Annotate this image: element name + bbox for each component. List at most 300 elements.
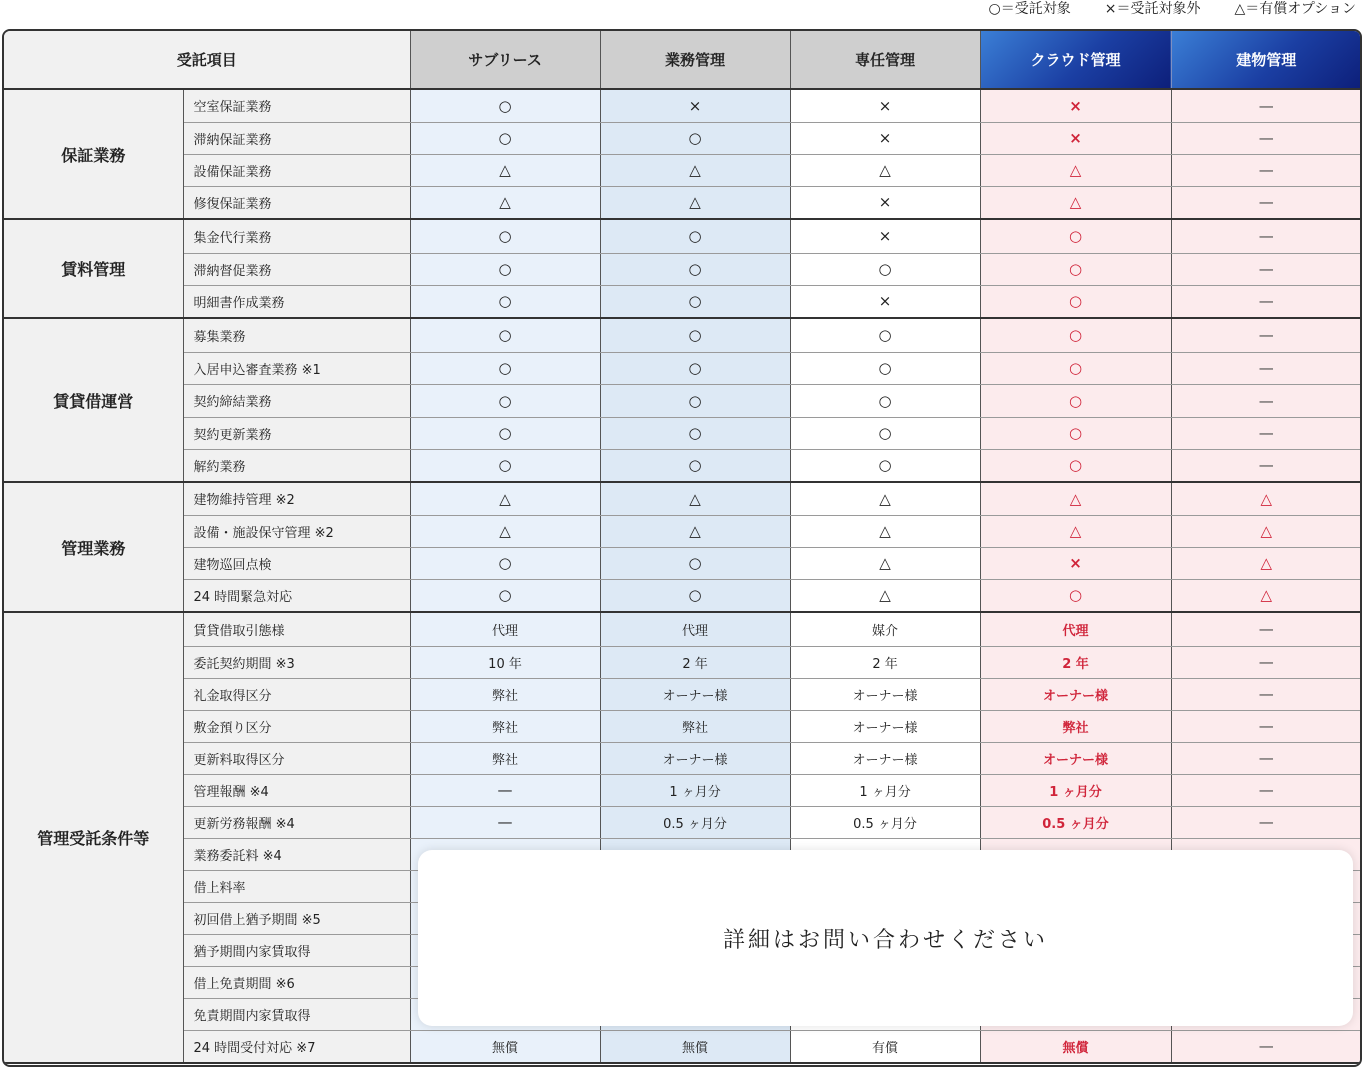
value-cell	[600, 482, 790, 515]
item-cell: 24 時間緊急対応	[183, 579, 410, 612]
value-text: —	[1258, 292, 1274, 311]
header-exclusive-management: 専任管理	[790, 31, 980, 89]
value-cell	[1171, 612, 1361, 646]
value-cell	[600, 1030, 790, 1063]
value-text: ×	[878, 193, 892, 212]
value-text: △	[1260, 554, 1273, 572]
value-cell	[980, 122, 1171, 154]
value-text: —	[1258, 359, 1274, 377]
value-text: ○	[688, 129, 702, 147]
value-text: ○	[1068, 359, 1083, 377]
value-cell	[1171, 417, 1361, 449]
value-cell	[980, 547, 1171, 579]
value-cell	[600, 417, 790, 449]
value-cell	[600, 547, 790, 579]
value-cell	[980, 186, 1171, 219]
item-cell: 賃貸借取引態様	[183, 612, 410, 646]
value-text: ○	[1068, 260, 1083, 278]
value-cell	[600, 646, 790, 678]
value-text: ○	[498, 359, 512, 377]
value-cell	[980, 646, 1171, 678]
header-business-management: 業務管理	[600, 31, 790, 89]
value-cell	[600, 384, 790, 417]
value-cell	[410, 449, 600, 482]
value-cell	[1171, 186, 1361, 219]
item-cell: 更新労務報酬 ※4	[183, 806, 410, 838]
value-text: —	[1258, 620, 1274, 639]
value-text: 弊社	[492, 688, 519, 704]
table-row	[4, 352, 1361, 384]
value-cell	[790, 417, 980, 449]
value-cell	[600, 449, 790, 482]
header-item: 受託項目	[4, 31, 410, 89]
value-cell	[600, 122, 790, 154]
value-cell	[600, 186, 790, 219]
table-row	[4, 710, 1361, 742]
value-text: オーナー様	[852, 752, 918, 768]
value-cell	[410, 122, 600, 154]
value-cell	[600, 710, 790, 742]
value-text: 弊社	[492, 752, 519, 768]
value-text: ○	[688, 456, 702, 475]
item-cell: 借上免責期間 ※6	[183, 966, 410, 998]
value-cell	[410, 806, 600, 838]
value-cell	[980, 678, 1171, 710]
value-text: ×	[1069, 129, 1082, 147]
value-text: —	[1258, 749, 1274, 767]
value-cell	[980, 612, 1171, 646]
header-cloud-management: クラウド管理	[980, 31, 1171, 89]
item-cell: 入居申込審査業務 ※1	[183, 352, 410, 384]
value-cell	[1171, 1030, 1361, 1063]
legend	[989, 0, 1356, 20]
value-text: 1 ヶ月分	[859, 784, 911, 800]
value-cell	[410, 515, 600, 547]
value-text: オーナー様	[662, 688, 728, 704]
value-cell	[1171, 384, 1361, 417]
category-cell: 管理受託条件等	[4, 612, 183, 1063]
value-text: —	[1258, 391, 1274, 410]
value-text: △	[499, 522, 511, 540]
value-cell	[790, 806, 980, 838]
value-text: △	[689, 193, 701, 212]
value-text: 1 ヶ月分	[1049, 784, 1102, 800]
item-cell: 業務委託料 ※4	[183, 838, 410, 870]
value-cell	[980, 318, 1171, 352]
value-text: ○	[688, 391, 702, 410]
value-cell	[980, 219, 1171, 253]
value-cell	[600, 579, 790, 612]
item-cell: 修復保証業務	[183, 186, 410, 219]
table-row	[4, 122, 1361, 154]
value-text: ○	[498, 554, 512, 572]
value-cell	[790, 318, 980, 352]
value-text: ○	[688, 227, 702, 246]
table-row	[4, 417, 1361, 449]
header-row	[4, 31, 1361, 89]
item-cell: 敷金預り区分	[183, 710, 410, 742]
value-cell	[410, 547, 600, 579]
value-cell	[600, 678, 790, 710]
item-cell: 集金代行業務	[183, 219, 410, 253]
item-cell: 契約更新業務	[183, 417, 410, 449]
value-text: 代理	[1062, 623, 1089, 639]
value-cell	[980, 482, 1171, 515]
value-text: ○	[498, 391, 512, 410]
value-text: ○	[688, 359, 702, 377]
value-cell	[1171, 482, 1361, 515]
value-text: —	[497, 813, 513, 831]
value-text: △	[1069, 522, 1082, 540]
value-cell	[1171, 253, 1361, 285]
value-cell	[790, 774, 980, 806]
value-text: ○	[878, 359, 892, 377]
value-text: 無償	[1062, 1040, 1089, 1056]
item-cell: 契約締結業務	[183, 384, 410, 417]
value-text: ○	[688, 424, 702, 442]
value-cell	[410, 646, 600, 678]
item-cell: 更新料取得区分	[183, 742, 410, 774]
value-cell	[790, 219, 980, 253]
value-cell	[1171, 89, 1361, 122]
table-row	[4, 646, 1361, 678]
value-cell	[600, 285, 790, 318]
table-row	[4, 515, 1361, 547]
value-text: 代理	[492, 623, 519, 639]
value-text: 媒介	[872, 623, 899, 639]
value-cell	[410, 710, 600, 742]
value-cell	[1171, 806, 1361, 838]
value-text: 代理	[682, 623, 709, 639]
value-cell	[1171, 219, 1361, 253]
table-row	[4, 547, 1361, 579]
value-cell	[980, 89, 1171, 122]
value-cell	[410, 678, 600, 710]
value-text: 有償	[872, 1040, 899, 1056]
value-cell	[790, 186, 980, 219]
value-text: ○	[498, 227, 512, 246]
value-text: △	[879, 522, 891, 540]
value-text: —	[1258, 227, 1274, 246]
value-cell	[790, 612, 980, 646]
table-row	[4, 449, 1361, 482]
table-row	[4, 806, 1361, 838]
value-cell	[980, 806, 1171, 838]
value-text: ○	[1068, 326, 1083, 345]
value-cell	[1171, 318, 1361, 352]
value-cell	[790, 482, 980, 515]
value-cell	[600, 219, 790, 253]
table-row	[4, 285, 1361, 318]
value-text: ○	[878, 424, 892, 442]
value-text: 2 年	[682, 656, 708, 672]
value-text: △	[879, 161, 891, 179]
value-cell	[1171, 774, 1361, 806]
value-cell	[790, 547, 980, 579]
value-cell	[410, 285, 600, 318]
value-text: △	[499, 193, 511, 212]
value-text: オーナー様	[1043, 752, 1109, 768]
item-cell: 明細書作成業務	[183, 285, 410, 318]
value-cell	[790, 352, 980, 384]
value-cell	[1171, 515, 1361, 547]
value-cell	[600, 806, 790, 838]
item-cell: 募集業務	[183, 318, 410, 352]
value-text: 1 ヶ月分	[669, 784, 721, 800]
table-row	[4, 482, 1361, 515]
table-row	[4, 154, 1361, 186]
value-text: —	[497, 781, 513, 799]
value-text: ×	[878, 227, 892, 246]
value-cell	[790, 253, 980, 285]
value-text: —	[1258, 813, 1274, 831]
value-text: ×	[688, 96, 702, 115]
value-cell	[600, 742, 790, 774]
contact-overlay-text: 詳細はお問い合わせください	[722, 927, 1048, 953]
value-text: △	[1069, 161, 1082, 179]
value-cell	[600, 89, 790, 122]
value-cell	[600, 774, 790, 806]
category-cell: 賃貸借運営	[4, 318, 183, 482]
value-text: ○	[498, 260, 512, 278]
value-cell	[1171, 449, 1361, 482]
value-cell	[410, 384, 600, 417]
value-cell	[790, 89, 980, 122]
value-text: 弊社	[492, 720, 519, 736]
value-text: △	[1260, 522, 1273, 540]
value-cell	[980, 253, 1171, 285]
value-text: —	[1258, 685, 1274, 703]
table-row	[4, 89, 1361, 122]
value-cell	[1171, 285, 1361, 318]
value-cell	[790, 122, 980, 154]
table-row	[4, 774, 1361, 806]
table-row	[4, 678, 1361, 710]
value-text: △	[879, 586, 891, 605]
table-row	[4, 1030, 1361, 1063]
value-text: 無償	[682, 1040, 709, 1056]
value-text: ○	[498, 326, 512, 345]
value-text: ○	[1068, 456, 1083, 475]
value-text: △	[499, 489, 511, 508]
value-text: 弊社	[682, 720, 709, 736]
value-cell	[980, 417, 1171, 449]
value-text: オーナー様	[1043, 688, 1109, 704]
value-cell	[790, 285, 980, 318]
value-text: ○	[688, 292, 702, 311]
value-text: —	[1258, 193, 1274, 212]
value-cell	[790, 154, 980, 186]
value-text: 0.5 ヶ月分	[853, 816, 917, 832]
value-text: ○	[688, 326, 702, 345]
value-cell	[1171, 710, 1361, 742]
value-text: ○	[1068, 227, 1083, 246]
value-text: △	[689, 489, 701, 508]
value-cell	[1171, 742, 1361, 774]
table-row	[4, 742, 1361, 774]
value-cell	[1171, 646, 1361, 678]
value-cell	[980, 579, 1171, 612]
value-cell	[600, 318, 790, 352]
item-cell: 滞納督促業務	[183, 253, 410, 285]
value-text: —	[1258, 1037, 1274, 1056]
value-cell	[410, 186, 600, 219]
value-text: —	[1258, 653, 1274, 671]
value-text: ○	[498, 292, 512, 311]
value-text: オーナー様	[852, 720, 918, 736]
value-text: ○	[498, 586, 512, 605]
item-cell: 借上料率	[183, 870, 410, 902]
value-text: ○	[498, 96, 512, 115]
value-cell	[600, 515, 790, 547]
item-cell: 解約業務	[183, 449, 410, 482]
table-row	[4, 612, 1361, 646]
value-text: —	[1258, 260, 1274, 278]
value-cell	[790, 646, 980, 678]
value-cell	[410, 352, 600, 384]
value-text: △	[1069, 193, 1082, 212]
value-text: ○	[1068, 292, 1083, 311]
value-cell	[790, 710, 980, 742]
value-cell	[600, 154, 790, 186]
category-cell: 賃料管理	[4, 219, 183, 318]
value-text: —	[1258, 424, 1274, 442]
value-text: △	[689, 522, 701, 540]
value-cell	[980, 774, 1171, 806]
value-cell	[410, 612, 600, 646]
value-text: △	[879, 489, 891, 508]
value-text: 2 年	[872, 656, 898, 672]
value-cell	[410, 774, 600, 806]
value-text: ○	[878, 456, 892, 475]
value-cell	[600, 612, 790, 646]
value-text: ○	[878, 260, 892, 278]
value-cell	[410, 1030, 600, 1063]
table-row	[4, 384, 1361, 417]
value-cell	[410, 579, 600, 612]
category-cell: 保証業務	[4, 89, 183, 219]
value-text: ○	[688, 260, 702, 278]
value-text: —	[1258, 96, 1274, 115]
value-cell	[410, 482, 600, 515]
value-text: 0.5 ヶ月分	[1042, 816, 1109, 832]
legend-excluded: ×＝受託対象外	[1104, 1, 1201, 17]
value-text: —	[1258, 326, 1274, 345]
value-cell	[980, 449, 1171, 482]
value-cell	[790, 579, 980, 612]
item-cell: 委託契約期間 ※3	[183, 646, 410, 678]
value-text: △	[499, 161, 511, 179]
value-text: ○	[1068, 586, 1083, 605]
value-cell	[1171, 579, 1361, 612]
value-cell	[410, 253, 600, 285]
value-text: ×	[1069, 96, 1082, 115]
value-cell	[790, 515, 980, 547]
item-cell: 設備保証業務	[183, 154, 410, 186]
value-text: —	[1258, 456, 1274, 475]
value-text: ○	[878, 391, 892, 410]
value-cell	[600, 253, 790, 285]
value-text: 0.5 ヶ月分	[663, 816, 727, 832]
value-text: ○	[498, 456, 512, 475]
table-row	[4, 186, 1361, 219]
value-text: ○	[498, 129, 512, 147]
value-cell	[790, 384, 980, 417]
value-cell	[1171, 678, 1361, 710]
table-row	[4, 318, 1361, 352]
value-text: △	[1069, 489, 1082, 508]
item-cell: 管理報酬 ※4	[183, 774, 410, 806]
value-cell	[1171, 547, 1361, 579]
value-cell	[410, 417, 600, 449]
value-text: —	[1258, 161, 1274, 179]
value-cell	[1171, 122, 1361, 154]
item-cell: 空室保証業務	[183, 89, 410, 122]
table-row	[4, 253, 1361, 285]
value-text: オーナー様	[662, 752, 728, 768]
value-cell	[600, 352, 790, 384]
value-cell	[790, 1030, 980, 1063]
item-cell: 猶予期間内家賃取得	[183, 934, 410, 966]
value-cell	[980, 154, 1171, 186]
item-cell: 設備・施設保守管理 ※2	[183, 515, 410, 547]
value-text: 10 年	[488, 656, 522, 672]
value-cell	[410, 219, 600, 253]
value-text: △	[1260, 586, 1273, 605]
value-text: △	[879, 554, 891, 572]
value-text: ○	[1068, 424, 1083, 442]
value-cell	[980, 710, 1171, 742]
item-cell: 滞納保証業務	[183, 122, 410, 154]
legend-included: ○＝受託対象	[988, 1, 1071, 17]
item-cell: 初回借上猶予期間 ※5	[183, 902, 410, 934]
value-cell	[790, 449, 980, 482]
item-cell: 免責期間内家賃取得	[183, 998, 410, 1030]
header-building-management: 建物管理	[1171, 31, 1361, 89]
value-text: ×	[1069, 554, 1082, 572]
value-text: ○	[1068, 391, 1083, 410]
value-text: 弊社	[1062, 720, 1089, 736]
value-text: ×	[878, 129, 892, 147]
item-cell: 建物巡回点検	[183, 547, 410, 579]
item-cell: 礼金取得区分	[183, 678, 410, 710]
value-cell	[410, 154, 600, 186]
item-cell: 建物維持管理 ※2	[183, 482, 410, 515]
value-text: △	[689, 161, 701, 179]
value-text: 無償	[492, 1040, 519, 1056]
value-text: ○	[498, 424, 512, 442]
category-cell: 管理業務	[4, 482, 183, 612]
value-text: —	[1258, 717, 1274, 735]
value-cell	[980, 515, 1171, 547]
value-text: —	[1258, 129, 1274, 147]
value-cell	[980, 285, 1171, 318]
value-cell	[980, 742, 1171, 774]
value-cell	[790, 742, 980, 774]
contact-overlay	[418, 850, 1353, 1026]
header-sublease: サブリース	[410, 31, 600, 89]
value-text: ○	[878, 326, 892, 345]
item-cell: 24 時間受付対応 ※7	[183, 1030, 410, 1063]
value-text: △	[1260, 489, 1273, 508]
value-cell	[410, 318, 600, 352]
value-cell	[1171, 154, 1361, 186]
value-text: —	[1258, 781, 1274, 799]
value-text: オーナー様	[852, 688, 918, 704]
value-text: ×	[878, 96, 892, 115]
value-cell	[980, 1030, 1171, 1063]
value-cell	[980, 352, 1171, 384]
